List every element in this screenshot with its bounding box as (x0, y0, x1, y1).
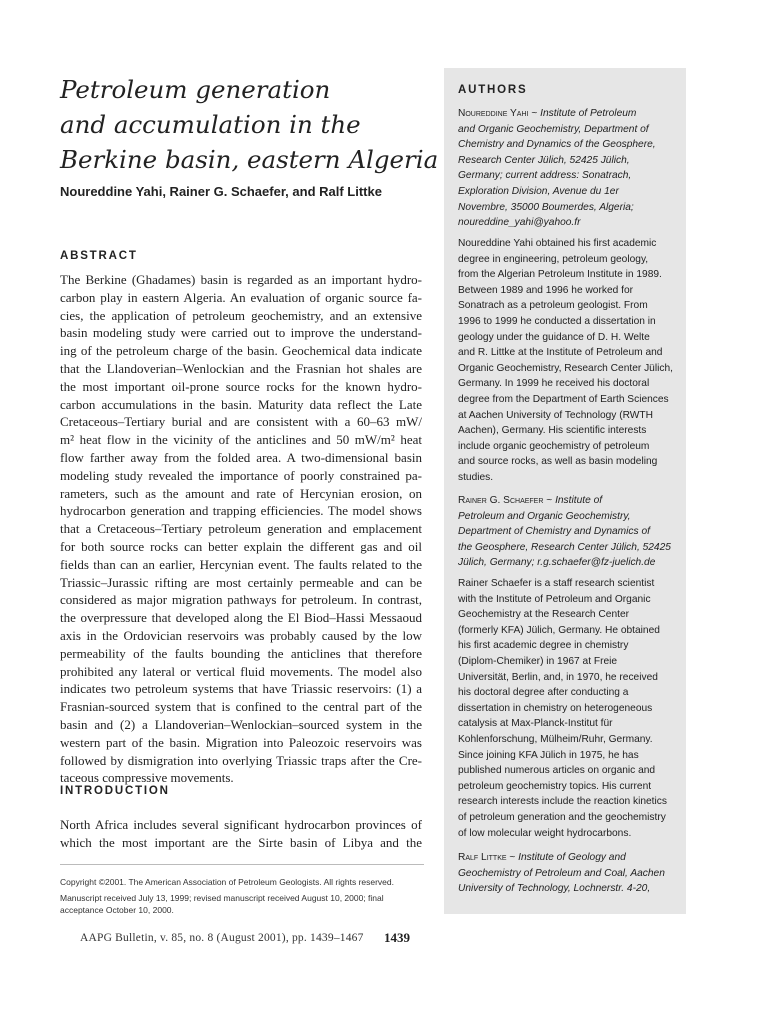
text-line: Geochemistry of Petroleum and Coal, Aachen (458, 867, 665, 879)
text-line: Exploration Division, Avenue du 1er (458, 185, 619, 197)
text-line: Kohlenforschung, Mülheim/Ruhr, Germany. (458, 733, 653, 745)
text-line: that a Cretaceous–Tertiary petroleum generation and emplacement (60, 521, 422, 537)
text-line: Novembre, 35000 Boumerdes, Algeria; (458, 201, 634, 213)
text-line: (formerly KFA) Jülich, Germany. He obtained (458, 624, 660, 636)
page-number: 1439 (384, 930, 410, 945)
text-line: hydrocarbon generation and trapping efficiencies. The model shows (60, 503, 422, 519)
text-line: Organic Geochemistry, Research Center Jülich, (458, 362, 673, 374)
text-line: Germany; current address: Sonatrach, (458, 170, 632, 182)
text-line: Universität, Berlin, and, in 1970, he received (458, 671, 658, 683)
text-line: degree in engineering, petroleum geology, (458, 253, 649, 265)
abstract-heading: ABSTRACT (60, 250, 138, 262)
text-line: permeability of the faults bounding the anticlines that therefore (60, 645, 422, 661)
text-line: his doctoral degree after conducting a (458, 687, 629, 699)
affil-line: Institute of Geology and (518, 852, 626, 863)
title-line: Petroleum generation (60, 75, 331, 104)
text-line: Germany. In 1999 he received his doctoral (458, 378, 650, 390)
title-line: and accumulation in the (60, 110, 361, 139)
text-line: cies, the application of petroleum geochemistry, and an extensive (60, 307, 422, 323)
text-line: the most important oil-prone source rocks for the known hydro- (60, 378, 422, 394)
text-line: Sonatrach as a petroleum geologist. From (458, 300, 648, 312)
sidebar-heading: AUTHORS (458, 84, 528, 96)
text-line: considered as major migration pathways for petroleum. In contrast, (60, 592, 422, 608)
text-line: carbon accumulations in the basin. Maturity data reflect the Late (60, 396, 422, 412)
text-line: and R. Littke at the Institute of Petroleum and (458, 347, 663, 359)
text-line: taceous compressive movements. (60, 770, 234, 786)
text-line: Since joining KFA Jülich in 1975, he has (458, 749, 639, 761)
text-line: of low molecular weight hydrocarbons. (458, 827, 632, 839)
author-list: Noureddine Yahi, Rainer G. Schaefer, and Ralf Littke (60, 184, 382, 199)
introduction-body (60, 816, 422, 852)
text-line: Rainer Schaefer is a staff research scientist (458, 578, 655, 589)
text-line: Chemistry and Dynamics of the Geosphere, (458, 139, 656, 151)
author-1-name: Noureddine Yahi (458, 108, 529, 119)
author-2-name: Rainer G. Schaefer (458, 495, 544, 506)
author-2-bio (458, 576, 680, 841)
text-line: that the Llandoverian–Wenlockian and the Frasnian hot shales are (60, 360, 422, 376)
text-line: and Organic Geochemistry, Department of (458, 123, 649, 135)
text-line: published numerous articles on organic and (458, 765, 656, 777)
text-line: research interests include the reaction kinetics (458, 796, 667, 808)
text-line: North Africa includes several significant hydrocarbon provinces of (60, 817, 422, 832)
name-separator: ~ (546, 495, 553, 506)
author-3-affiliation (458, 850, 680, 897)
text-line: degree from the Department of Earth Sciences (458, 393, 669, 405)
copyright-note: Copyright ©2001. The American Association of Petroleum Geologists. All rights reserved. (60, 877, 394, 887)
text-line: rameters, such as the amount and rate of Hercynian erosion, on (60, 485, 422, 501)
text-line: Between 1989 and 1996 he worked for (458, 284, 634, 296)
text-line: modeling study revealed the importance of poorly constrained pa- (60, 467, 422, 483)
paper-title (60, 72, 439, 177)
text-line: noureddine_yahi@yahoo.fr (458, 217, 581, 229)
journal-citation: AAPG Bulletin, v. 85, no. 8 (August 2001), pp. 1439–1467 (80, 932, 364, 944)
text-line: Aachen), Germany. His scientific interests (458, 425, 647, 437)
text-line: Noureddine Yahi obtained his first academic (458, 238, 657, 249)
affil-line: Institute of Petroleum (540, 108, 637, 119)
text-line: Frasnian-sourced system that is confined to the central part of the (60, 699, 422, 715)
text-line: flow farther away from the folded area. A two-dimensional basin (60, 449, 422, 465)
name-separator: ~ (509, 852, 516, 863)
introduction-heading: INTRODUCTION (60, 785, 170, 797)
text-line: from the Algerian Petroleum Institute in 1989. (458, 269, 662, 281)
text-line: petroleum geochemistry topics. His current (458, 780, 652, 792)
text-line: Research Center Jülich, 52425 Jülich, (458, 154, 630, 166)
text-line: the Geosphere, Research Center Jülich, 52425 (458, 541, 671, 553)
abstract-body (60, 271, 422, 787)
text-line: dissertation in chemistry on heterogeneous (458, 702, 653, 714)
text-line: basin and (2) a Llandoverian–Wenlockian–sourced system in the (60, 716, 422, 732)
text-line: western part of the basin. Migration into Paleozoic reservoirs was (60, 734, 422, 750)
text-line: and source rocks, as well as basin modeling (458, 456, 658, 468)
text-line: Cretaceous–Tertiary burial and are consistent with a 60–63 mW/ (60, 414, 422, 430)
text-line: fields than can an earlier, Hercynian event. The faults related to the (60, 556, 422, 572)
author-3-name: Ralf Littke (458, 852, 507, 863)
text-line: which the most important are the Sirte basin of Libya and the (60, 834, 422, 850)
text-line: studies. (458, 471, 494, 483)
text-line: catalysis at Max-Planck-Institut für (458, 718, 613, 730)
text-line: of petroleum generation and the geochemistry (458, 811, 666, 823)
text-line: followed by dismigration into overlying Triassic traps after the Cre- (60, 752, 422, 768)
text-line: m² heat flow in the vicinity of the anticlines and 50 mW/m² heat (60, 432, 422, 448)
text-line: the overpressure that developed along the El Biod–Hassi Messaoud (60, 610, 422, 626)
affil-line: Institute of (555, 495, 603, 506)
name-separator: ~ (531, 108, 538, 119)
text-line: basin modeling study were carried out to improve the understand- (60, 325, 422, 341)
manuscript-dates: Manuscript received July 13, 1999; revised manuscript received August 10, 2000; final acceptance October 10, 2000. (60, 893, 384, 915)
footnote-divider (60, 864, 424, 865)
text-line: The Berkine (Ghadames) basin is regarded as an important hydro- (60, 272, 422, 287)
text-line: Geochemistry at the Research Center (458, 609, 629, 621)
text-line: ing of the petroleum charge of the basin. Geochemical data indicate (60, 343, 422, 359)
text-line: Petroleum and Organic Geochemistry, (458, 510, 631, 522)
author-1-affiliation (458, 106, 680, 231)
text-line: axis in the Ordovician reservoirs was probably caused by the low (60, 627, 422, 643)
text-line: 1996 to 1999 he conducted a dissertation in (458, 315, 656, 327)
text-line: at Aachen University of Technology (RWTH (458, 409, 653, 421)
text-line: geology under the guidance of D. H. Welte (458, 331, 650, 343)
text-line: prohibited any lateral or vertical fluid movements. The model also (60, 663, 422, 679)
text-line: Jülich, Germany; r.g.schaefer@fz-juelich.de (458, 557, 656, 569)
text-line: (Diplom-Chemiker) in 1967 at Freie (458, 655, 618, 667)
text-line: carbon play in eastern Algeria. An evaluation of organic source fa- (60, 289, 422, 305)
text-line: University of Technology, Lochnerstr. 4-20, (458, 883, 651, 895)
text-line: include organic geochemistry of petroleum (458, 440, 650, 452)
text-line: Department of Chemistry and Dynamics of (458, 526, 650, 538)
text-line: for both source rocks can better explain the different gas and oil (60, 538, 422, 554)
text-line: his first academic degree in chemistry (458, 640, 629, 652)
title-line: Berkine basin, eastern Algeria (60, 145, 439, 174)
author-1-bio (458, 236, 680, 486)
text-line: Triassic–Jurassic rifting are most certainly permeable and can be (60, 574, 422, 590)
author-2-affiliation (458, 493, 680, 571)
text-line: indicates two petroleum systems that have Triassic reservoirs: (1) a (60, 681, 422, 697)
text-line: with the Institute of Petroleum and Organic (458, 593, 651, 605)
